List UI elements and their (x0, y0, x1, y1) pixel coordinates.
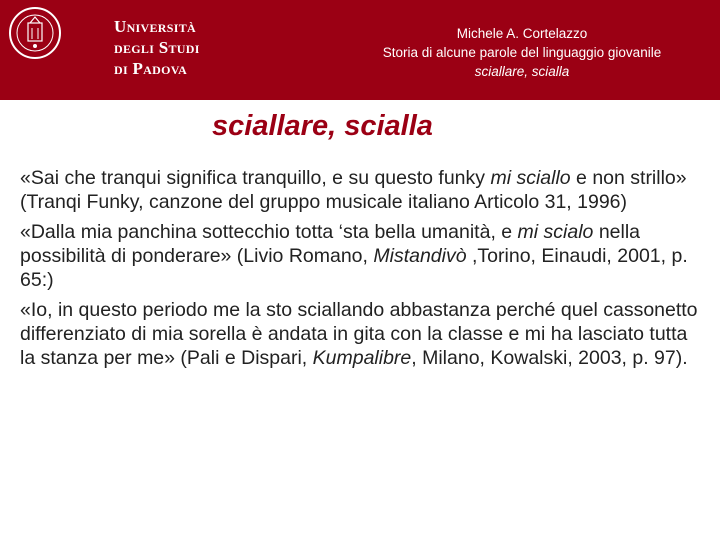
text-segment: «Sai che tranqui significa tranquillo, e su questo funky (20, 167, 491, 189)
header-bar (0, 0, 720, 100)
university-seal-logo (8, 6, 62, 94)
lecture-subtitle: sciallare, scialla (474, 64, 570, 79)
quote-paragraph (20, 298, 700, 370)
italic-text: mi scialo (517, 221, 594, 243)
text-segment: , Milano, Kowalski, 2003, p. 97). (411, 347, 688, 369)
header-info (342, 24, 702, 81)
italic-text: mi sciallo (490, 167, 571, 189)
university-name (114, 16, 200, 79)
course-title: Storia di alcune parole del linguaggio giovanile (382, 45, 662, 60)
italic-text: Mistandivò (373, 245, 467, 267)
text-segment: ,Torino, Einaudi, 2001, p. 65:) (20, 245, 688, 291)
text-segment: nella possibilità di ponderare» (Livio Romano, (20, 221, 641, 267)
italic-text: Kumpalibre (312, 347, 412, 369)
university-name-line: degli Studi (114, 38, 200, 57)
slide-body (20, 166, 700, 370)
text-segment: e non strillo» (Tranqi Funky, canzone del gruppo musicale italiano Articolo 31, 1996) (20, 167, 687, 213)
university-name-line: Università (114, 17, 196, 36)
author-name: Michele A. Cortelazzo (456, 26, 588, 41)
slide-title: sciallare, scialla (212, 110, 433, 142)
text-segment: «Dalla mia panchina sottecchio totta ‘sta bella umanità, e (20, 221, 518, 243)
quote-paragraph (20, 220, 700, 292)
university-name-line: di Padova (114, 59, 188, 78)
quote-paragraph (20, 166, 700, 214)
text-segment: «Io, in questo periodo me la sto sciallando abbastanza perché quel cassonetto differenziato di mia sorella è andata in gita con la classe e mi ha lasciato tutta la stanza per me» (Pali e Dispari, (20, 299, 698, 369)
